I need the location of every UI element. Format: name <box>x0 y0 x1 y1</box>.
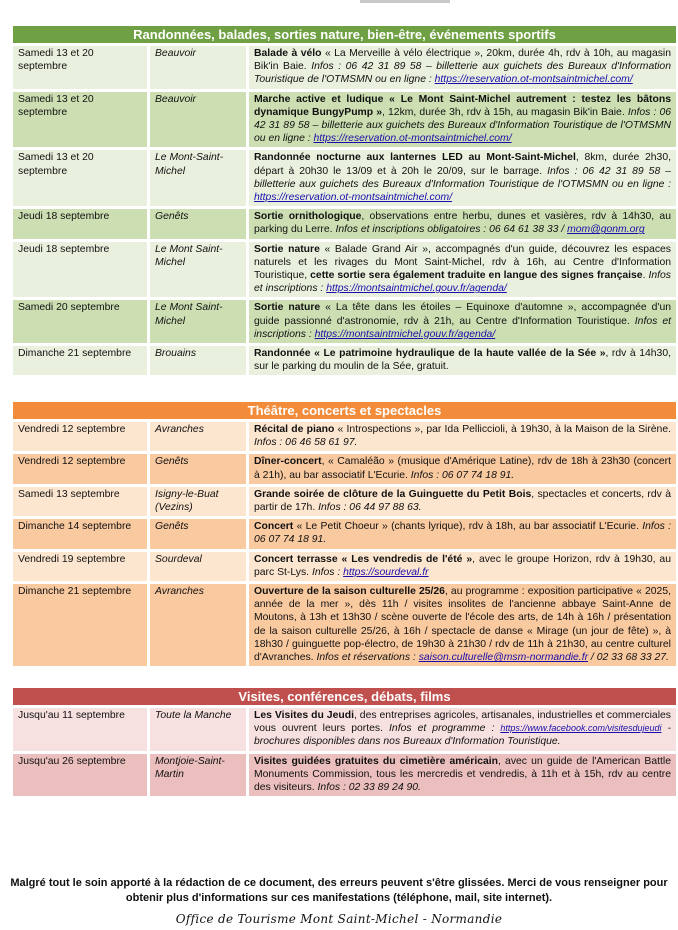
event-info: Infos : 06 42 31 89 58 – billetterie aux guichets des Bureaux d'Information Touristique de l'OTMSMN ou en ligne : <box>254 165 671 190</box>
event-date: Vendredi 19 septembre <box>13 552 147 581</box>
event-date: Samedi 13 et 20 septembre <box>13 150 147 206</box>
event-description <box>246 209 676 238</box>
event-place: Genêts <box>147 519 246 548</box>
top-divider <box>360 0 450 3</box>
event-info: Infos et inscriptions : <box>254 315 671 340</box>
event-date: Samedi 13 et 20 septembre <box>13 92 147 148</box>
event-link[interactable]: https://reservation.ot-montsaintmichel.com/ <box>434 74 633 86</box>
event-details: « La Merveille à vélo électrique », 20km, durée 4h, rdv à 10h, au magasin Bik'in Baie. <box>254 48 672 73</box>
event-row <box>13 708 676 751</box>
event-details: « Balade Grand Air », accompagnés d'un guide, découvrez les espaces naturels et les rivages du Mont Saint-Michel, rdv à 16h, au Centre d'Information Touristique, <box>254 243 672 282</box>
event-date: Jusqu'au 26 septembre <box>13 754 147 797</box>
event-date: Dimanche 21 septembre <box>13 346 147 375</box>
event-row <box>13 46 676 89</box>
event-date: Dimanche 14 septembre <box>13 519 147 548</box>
event-row <box>13 487 676 516</box>
event-date: Vendredi 12 septembre <box>13 422 147 451</box>
event-description <box>246 487 676 516</box>
event-date: Jeudi 18 septembre <box>13 242 147 298</box>
section-visites <box>13 688 676 799</box>
event-title: Randonnée « Le patrimoine hydraulique de la haute vallée de la Sée » <box>254 348 606 360</box>
event-details: , « Camaléão » (musique d'Amérique Latine), rdv de 18h à 23h30 (concert à 21h), au bar associatif L'Ecurie. <box>254 456 671 481</box>
event-date: Samedi 13 et 20 septembre <box>13 46 147 89</box>
signature: Office de Tourisme Mont Saint-Michel - Normandie <box>175 912 503 926</box>
event-description <box>246 708 676 751</box>
event-row <box>13 92 676 148</box>
event-title: Concert terrasse « Les vendredis de l'été » <box>254 553 473 565</box>
event-description <box>246 552 676 581</box>
event-title: Visites guidées gratuites du cimetière américain <box>254 755 499 767</box>
event-details: , spectacles et concerts, rdv à partir de 17h. <box>254 488 671 514</box>
event-title: Randonnée nocturne aux lanternes LED au Mont-Saint-Michel <box>254 152 576 164</box>
event-title: Sortie nature <box>254 243 320 255</box>
event-title: Les Visites du Jeudi <box>254 710 354 721</box>
event-row <box>13 519 676 548</box>
event-info: Infos : <box>311 566 344 578</box>
event-place: Genêts <box>147 209 246 238</box>
event-place: Toute la Manche <box>147 708 246 751</box>
event-title: Sortie nature <box>254 302 321 314</box>
disclaimer: Malgré tout le soin apporté à la rédaction de ce document, des erreurs peuvent s'être glissées. Merci de vous renseigner pour obtenir plus d'informations sur ces manifestations (téléphone, mail, site internet). <box>10 877 668 904</box>
event-link[interactable]: mom@gonm.org <box>567 224 645 236</box>
event-info: Infos : 02 33 89 24 90. <box>317 782 421 794</box>
event-place: Le Mont Saint-Michel <box>147 242 246 298</box>
event-info: Infos : 06 42 31 89 58 – billetterie aux guichets des Bureaux d'Information Touristique de l'OTMSMN ou en ligne : <box>254 61 671 86</box>
section-nature <box>13 26 676 378</box>
event-row <box>13 754 676 797</box>
events-table <box>13 705 676 799</box>
event-description <box>246 754 676 797</box>
event-date: Samedi 13 septembre <box>13 487 147 516</box>
section-spectacles <box>13 402 676 669</box>
event-info: Infos : 06 44 97 88 63. <box>318 502 422 514</box>
event-details: , des entreprises agricoles, artisanales, industrielles et commerciales vous ouvrent leurs portes. <box>254 710 671 735</box>
event-description <box>246 46 676 89</box>
event-description <box>246 422 676 451</box>
event-place: Genêts <box>147 454 246 483</box>
event-description <box>246 454 676 483</box>
event-row <box>13 150 676 206</box>
event-date: Samedi 20 septembre <box>13 300 147 343</box>
event-info: Infos et inscriptions : <box>254 270 671 295</box>
section-title: Randonnées, balades, sorties nature, bien-être, événements sportifs <box>13 26 676 43</box>
event-details: . <box>642 270 649 282</box>
event-details: , au programme : exposition participative « 2025, année de la mer », dès 11h / visites insolites de l'ancienne abbaye Saint-Anne de Moutons, à 13h et 13h30 / scène ouverte de l'école des arts, de 14h à 16h / présentation de la saison culturelle 25/26, à 16h / spectacle de danse « Mirage (un jour de fête) », à 18h30 / guinguette pop-électro, de 19h30 à 21h30 / rdv de 11h à 21h30, au centre culturel d'Avranches. <box>254 586 671 664</box>
event-info: Infos : 06 42 31 89 58 – billetterie aux guichets des Bureaux d'Information Touristique de l'OTMSMN ou en ligne : <box>254 106 672 145</box>
event-details: « Le Petit Choeur » (chants lyrique), rdv à 18h, au bar associatif L'Ecurie. <box>293 521 643 533</box>
event-link[interactable]: https://reservation.ot-montsaintmichel.com/ <box>254 192 453 204</box>
event-details: , avec le groupe Horizon, rdv à 19h30, au parc St-Lys. <box>254 553 671 578</box>
events-table <box>13 43 676 378</box>
event-info: Infos : 06 07 74 18 91. <box>254 521 671 546</box>
section-title: Visites, conférences, débats, films <box>13 688 676 705</box>
event-details: , rdv à 14h30, sur le parking du moulin de la Sée, gratuit. <box>254 348 672 373</box>
event-details: « La tête dans les étoiles – Equinoxe d'automne », accompagnée d'un guide passionné d'astronomie, rdv à 21h, au Centre d'Information Touristique. <box>254 302 671 327</box>
event-info: Infos et inscriptions obligatoires : 06 64 61 38 33 / <box>335 224 568 236</box>
event-description <box>246 346 676 375</box>
event-place: Brouains <box>147 346 246 375</box>
event-date: Jeudi 18 septembre <box>13 209 147 238</box>
event-description <box>246 242 676 298</box>
event-info: Infos et réservations : <box>316 652 419 664</box>
event-title: Concert <box>254 521 294 533</box>
event-info: / 02 33 68 33 27. <box>588 652 669 664</box>
events-table <box>13 419 676 669</box>
event-row <box>13 422 676 451</box>
event-row <box>13 209 676 238</box>
event-details: , 8km, durée 2h30, départ à 20h30 le 13/09 et à 20h le 20/09, sur le barrage. <box>254 152 671 177</box>
event-place: Beauvoir <box>147 46 246 89</box>
event-place: Avranches <box>147 422 246 451</box>
event-link[interactable]: https://sourdeval.fr <box>343 566 429 578</box>
event-link[interactable]: https://montsaintmichel.gouv.fr/agenda/ <box>314 328 496 340</box>
event-link[interactable]: https://reservation.ot-montsaintmichel.com/ <box>313 133 512 145</box>
event-description <box>246 92 676 148</box>
event-info: Infos : 06 07 74 18 91. <box>410 469 515 481</box>
event-link[interactable]: https://montsaintmichel.gouv.fr/agenda/ <box>326 283 507 295</box>
event-highlight: cette sortie sera également traduite en langue des signes française <box>310 270 643 282</box>
event-date: Jusqu'au 11 septembre <box>13 708 147 751</box>
event-description <box>246 300 676 343</box>
event-place: Sourdeval <box>147 552 246 581</box>
event-link[interactable]: https://www.facebook.com/visitesdujeudi <box>500 723 662 734</box>
event-title: Dîner-concert <box>254 456 322 468</box>
event-row <box>13 552 676 581</box>
event-title: Marche active et ludique « Le Mont Saint-Michel autrement : testez les bâtons dynamique BungyPump » <box>254 93 671 118</box>
event-title: Grande soirée de clôture de la Guinguette du Petit Bois <box>254 488 532 500</box>
event-link[interactable]: saison.culturelle@msm-normandie.fr <box>418 652 589 664</box>
event-info: - brochures disponibles dans nos Bureaux d'Information Touristique. <box>254 723 671 748</box>
event-description <box>246 150 676 206</box>
event-place: Beauvoir <box>147 92 246 148</box>
event-place: Le Mont Saint-Michel <box>147 300 246 343</box>
event-row <box>13 242 676 298</box>
event-date: Vendredi 12 septembre <box>13 454 147 483</box>
event-row <box>13 454 676 483</box>
event-place: Montjoie-Saint-Martin <box>147 754 246 797</box>
event-description <box>246 519 676 548</box>
event-place: Isigny-le-Buat (Vezins) <box>147 487 246 516</box>
event-row <box>13 346 676 375</box>
event-row <box>13 300 676 343</box>
section-title: Théâtre, concerts et spectacles <box>13 402 676 419</box>
event-title: Récital de piano <box>254 424 335 435</box>
event-place: Avranches <box>147 584 246 666</box>
event-place: Le Mont-Saint-Michel <box>147 150 246 206</box>
event-info: Infos : 06 46 58 61 97. <box>254 437 358 449</box>
event-details: , observations entre herbu, dunes et vasières, rdv à 14h30, au parking du Lerre. <box>254 211 671 236</box>
event-details: « Introspections », par Ida Pelliccioli, à 19h30, à la Maison de la Sirène. <box>334 424 671 435</box>
event-row <box>13 584 676 666</box>
event-date: Dimanche 21 septembre <box>13 584 147 666</box>
event-details: , 12km, durée 3h, rdv à 15h, au magasin Bik'in Baie. <box>382 106 628 118</box>
event-details: , avec un guide de l'American Battle Monuments Commission, tous les mercredis et vendredis, à 11h et à 15h, rdv au centre des visiteurs. <box>254 755 671 794</box>
event-title: Ouverture de la saison culturelle 25/26 <box>254 586 445 598</box>
event-title: Sortie ornithologique <box>254 211 362 223</box>
event-description <box>246 584 676 666</box>
event-title: Balade à vélo <box>254 48 322 59</box>
event-info: Infos et programme : <box>389 723 501 735</box>
